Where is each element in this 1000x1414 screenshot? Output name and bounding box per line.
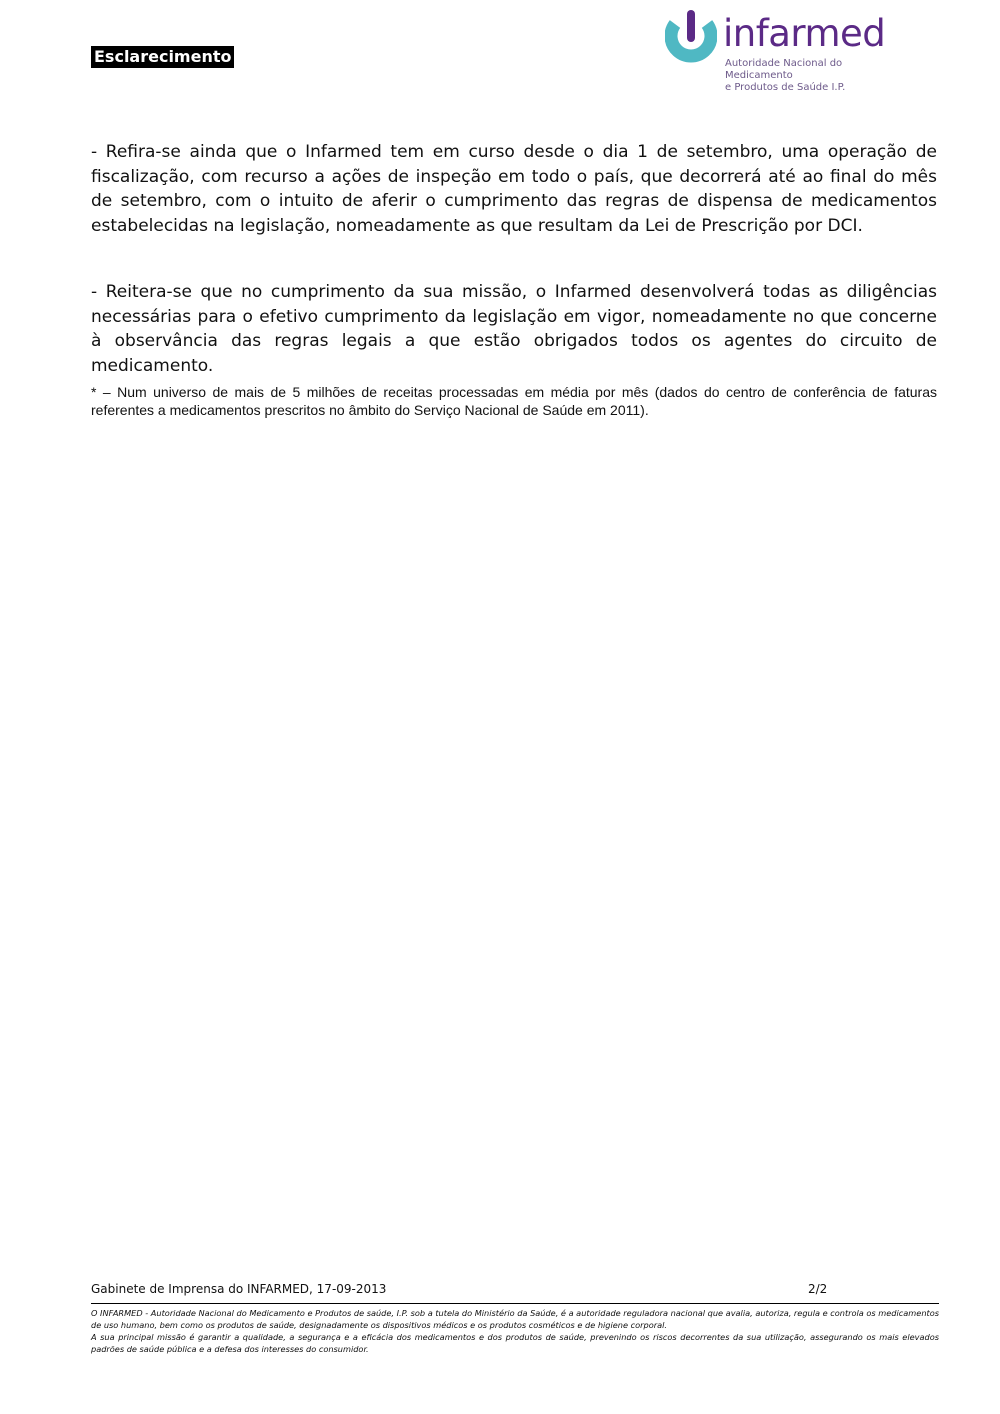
document-type-label: Esclarecimento xyxy=(91,46,234,68)
press-office-line xyxy=(91,1281,937,1297)
footer-disclaimer-line1: O INFARMED - Autoridade Nacional do Medicamento e Produtos de saúde, I.P. sob a tutela do Ministério da Saúde, é a autoridade reguladora nacional que avalia, autoriza, regula e controla os medicamentos de uso humano, bem como os produtos de saúde, designadamente os dispositivos médicos e os produtos cosméticos e de higiene corporal. xyxy=(91,1308,939,1330)
footnote: * – Num universo de mais de 5 milhões de receitas processadas em média por mês (dados do centro de conferência de faturas referentes a medicamentos prescritos no âmbito do Serviço Nacional de Saúde em 2011). xyxy=(91,384,937,418)
infarmed-logo-icon xyxy=(665,10,717,64)
footer-disclaimer xyxy=(91,1307,939,1355)
body-paragraph-inspection: - Refira-se ainda que o Infarmed tem em curso desde o dia 1 de setembro, uma operação de fiscalização, com recurso a ações de inspeção em todo o país, que decorrerá até ao final do mês de setembro, com o intuito de aferir o cumprimento das regras de dispensa de medicamentos estabelecidas na legislação, nomeadamente as que resultam da Lei de Prescrição por DCI. xyxy=(91,142,937,236)
press-office-credit: Gabinete de Imprensa do INFARMED, 17-09-2013 xyxy=(91,1282,387,1296)
body-paragraph-mission: - Reitera-se que no cumprimento da sua missão, o Infarmed desenvolverá todas as diligências necessárias para o efetivo cumprimento da legislação em vigor, nomeadamente no que concerne à observância das regras legais a que estão obrigados todos os agentes do circuito de medicamento. xyxy=(91,282,937,376)
logo-tagline-line1: Autoridade Nacional do Medicamento xyxy=(725,58,843,81)
footer-divider xyxy=(91,1303,939,1304)
logo-tagline-line2: e Produtos de Saúde I.P. xyxy=(725,82,846,93)
footer-disclaimer-line2: A sua principal missão é garantir a qualidade, a segurança e a eficácia dos medicamentos e dos produtos de saúde, prevenindo os riscos decorrentes da sua utilização, assegurando os mais elevados padrões de saúde pública e a defesa dos interesses do consumidor. xyxy=(91,1332,939,1354)
infarmed-logo xyxy=(663,10,903,93)
logo-wordmark: infarmed xyxy=(723,12,886,55)
page-number: 2/2 xyxy=(808,1282,828,1296)
logo-tagline xyxy=(725,58,903,94)
